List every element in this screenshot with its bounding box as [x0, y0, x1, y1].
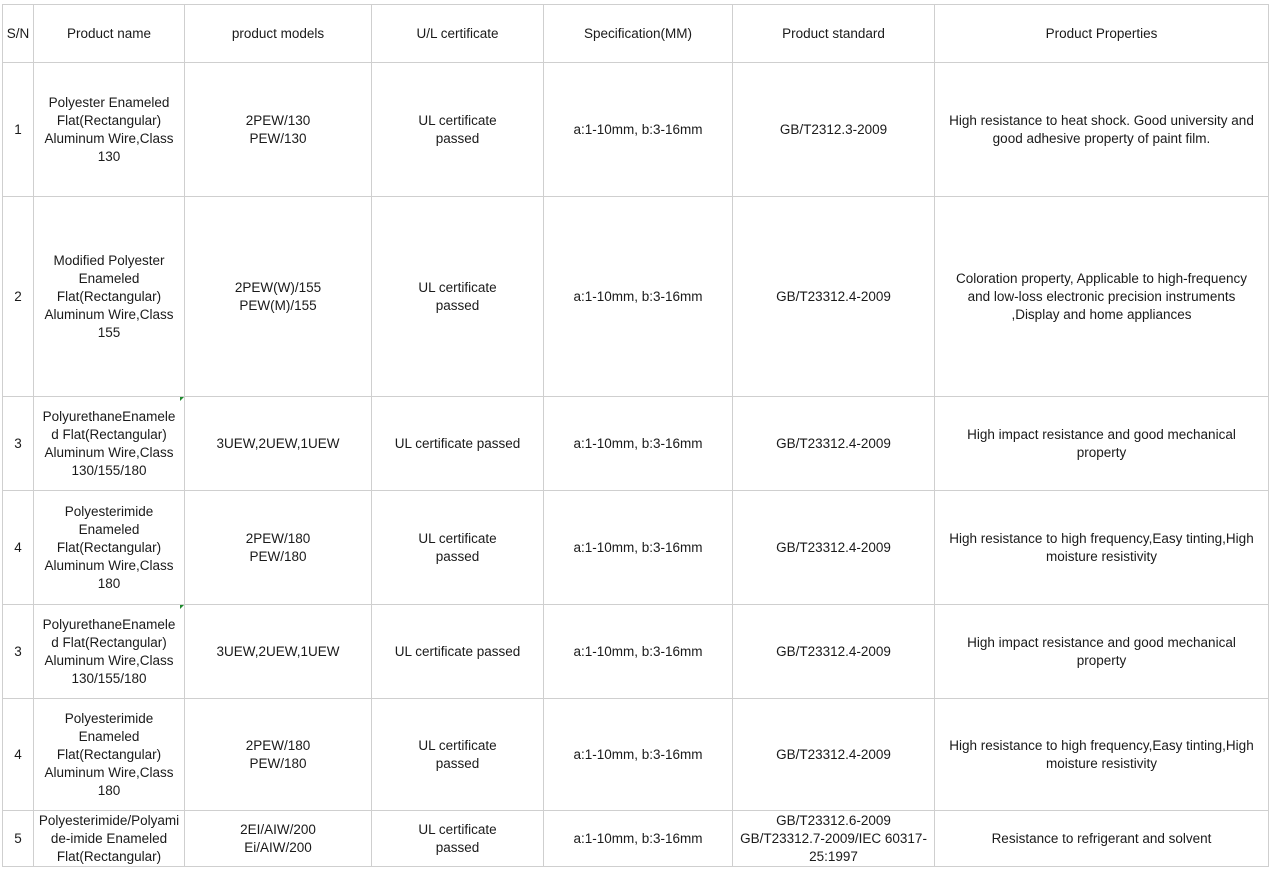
- table-row: [3, 699, 1269, 811]
- cell-product-name: [34, 811, 185, 867]
- cell-product-name: [34, 397, 185, 491]
- product-name-text: Modified Polyester Enameled Flat(Rectangular) Aluminum Wire,Class 155: [44, 252, 174, 340]
- cell-product-properties: Coloration property, Applicable to high-frequency and low-loss electronic precision instruments ,Display and home appliances: [935, 197, 1269, 397]
- header-ul-certificate: U/L certificate: [372, 5, 544, 63]
- product-spec-table: [2, 4, 1269, 867]
- product-name-text: Polyesterimide/Polyami de-imide Enameled Flat(Rectangular): [38, 812, 180, 864]
- cell-product-models: 2PEW(W)/155 PEW(M)/155: [185, 197, 372, 397]
- table-row: [3, 605, 1269, 699]
- table-row: [3, 197, 1269, 397]
- cell-ul-certificate: UL certificate passed: [372, 699, 544, 811]
- cell-sn: 1: [3, 63, 34, 197]
- cell-comment-marker-icon: [180, 605, 185, 610]
- cell-specification: a:1-10mm, b:3-16mm: [544, 491, 733, 605]
- table-row: [3, 63, 1269, 197]
- cell-ul-certificate: UL certificate passed: [372, 491, 544, 605]
- table-row: [3, 811, 1269, 867]
- cell-specification: a:1-10mm, b:3-16mm: [544, 811, 733, 867]
- cell-sn: 5: [3, 811, 34, 867]
- header-product-models: product models: [185, 5, 372, 63]
- cell-specification: a:1-10mm, b:3-16mm: [544, 605, 733, 699]
- cell-product-standard: GB/T23312.4-2009: [733, 699, 935, 811]
- cell-sn: 4: [3, 699, 34, 811]
- table-row: [3, 397, 1269, 491]
- cell-sn: 2: [3, 197, 34, 397]
- header-product-standard: Product standard: [733, 5, 935, 63]
- cell-ul-certificate: UL certificate passed: [372, 605, 544, 699]
- product-name-text: Polyesterimide Enameled Flat(Rectangular) Aluminum Wire,Class 180: [44, 710, 174, 798]
- cell-product-models: 3UEW,2UEW,1UEW: [185, 397, 372, 491]
- cell-product-standard: GB/T23312.4-2009: [733, 605, 935, 699]
- cell-product-properties: Resistance to refrigerant and solvent: [935, 811, 1269, 867]
- cell-product-standard: GB/T23312.4-2009: [733, 197, 935, 397]
- cell-ul-certificate: UL certificate passed: [372, 63, 544, 197]
- header-product-name: Product name: [34, 5, 185, 63]
- cell-product-models: 2PEW/130 PEW/130: [185, 63, 372, 197]
- table-row: [3, 491, 1269, 605]
- cell-specification: a:1-10mm, b:3-16mm: [544, 397, 733, 491]
- cell-ul-certificate: UL certificate passed: [372, 197, 544, 397]
- cell-sn: 4: [3, 491, 34, 605]
- cell-ul-certificate: UL certificate passed: [372, 811, 544, 867]
- cell-product-models: 3UEW,2UEW,1UEW: [185, 605, 372, 699]
- cell-product-standard: GB/T23312.6-2009 GB/T23312.7-2009/IEC 60317- 25:1997: [733, 811, 935, 867]
- cell-product-properties: High resistance to high frequency,Easy tinting,High moisture resistivity: [935, 491, 1269, 605]
- header-specification: Specification(MM): [544, 5, 733, 63]
- cell-product-standard: GB/T23312.4-2009: [733, 491, 935, 605]
- cell-product-models: 2PEW/180 PEW/180: [185, 491, 372, 605]
- header-product-properties: Product Properties: [935, 5, 1269, 63]
- cell-product-properties: High impact resistance and good mechanical property: [935, 605, 1269, 699]
- cell-product-standard: GB/T23312.4-2009: [733, 397, 935, 491]
- cell-product-models: 2PEW/180 PEW/180: [185, 699, 372, 811]
- header-sn: S/N: [3, 5, 34, 63]
- cell-product-properties: High resistance to high frequency,Easy tinting,High moisture resistivity: [935, 699, 1269, 811]
- cell-specification: a:1-10mm, b:3-16mm: [544, 197, 733, 397]
- cell-sn: 3: [3, 397, 34, 491]
- cell-product-properties: High resistance to heat shock. Good university and good adhesive property of paint film.: [935, 63, 1269, 197]
- cell-specification: a:1-10mm, b:3-16mm: [544, 63, 733, 197]
- cell-ul-certificate: UL certificate passed: [372, 397, 544, 491]
- cell-product-name: [34, 63, 185, 197]
- product-name-text: PolyurethaneEnamele d Flat(Rectangular) Aluminum Wire,Class 130/155/180: [42, 408, 176, 478]
- product-name-text: Polyesterimide Enameled Flat(Rectangular) Aluminum Wire,Class 180: [44, 503, 174, 591]
- cell-specification: a:1-10mm, b:3-16mm: [544, 699, 733, 811]
- cell-product-name: [34, 699, 185, 811]
- product-name-text: PolyurethaneEnamele d Flat(Rectangular) Aluminum Wire,Class 130/155/180: [42, 616, 176, 686]
- cell-product-properties: High impact resistance and good mechanical property: [935, 397, 1269, 491]
- cell-sn: 3: [3, 605, 34, 699]
- cell-product-models: 2EI/AIW/200 Ei/AIW/200: [185, 811, 372, 867]
- cell-product-name: [34, 197, 185, 397]
- cell-product-name: [34, 491, 185, 605]
- cell-comment-marker-icon: [180, 397, 185, 402]
- cell-product-standard: GB/T2312.3-2009: [733, 63, 935, 197]
- cell-product-name: [34, 605, 185, 699]
- product-name-text: Polyester Enameled Flat(Rectangular) Aluminum Wire,Class 130: [44, 94, 174, 164]
- header-row: [3, 5, 1269, 63]
